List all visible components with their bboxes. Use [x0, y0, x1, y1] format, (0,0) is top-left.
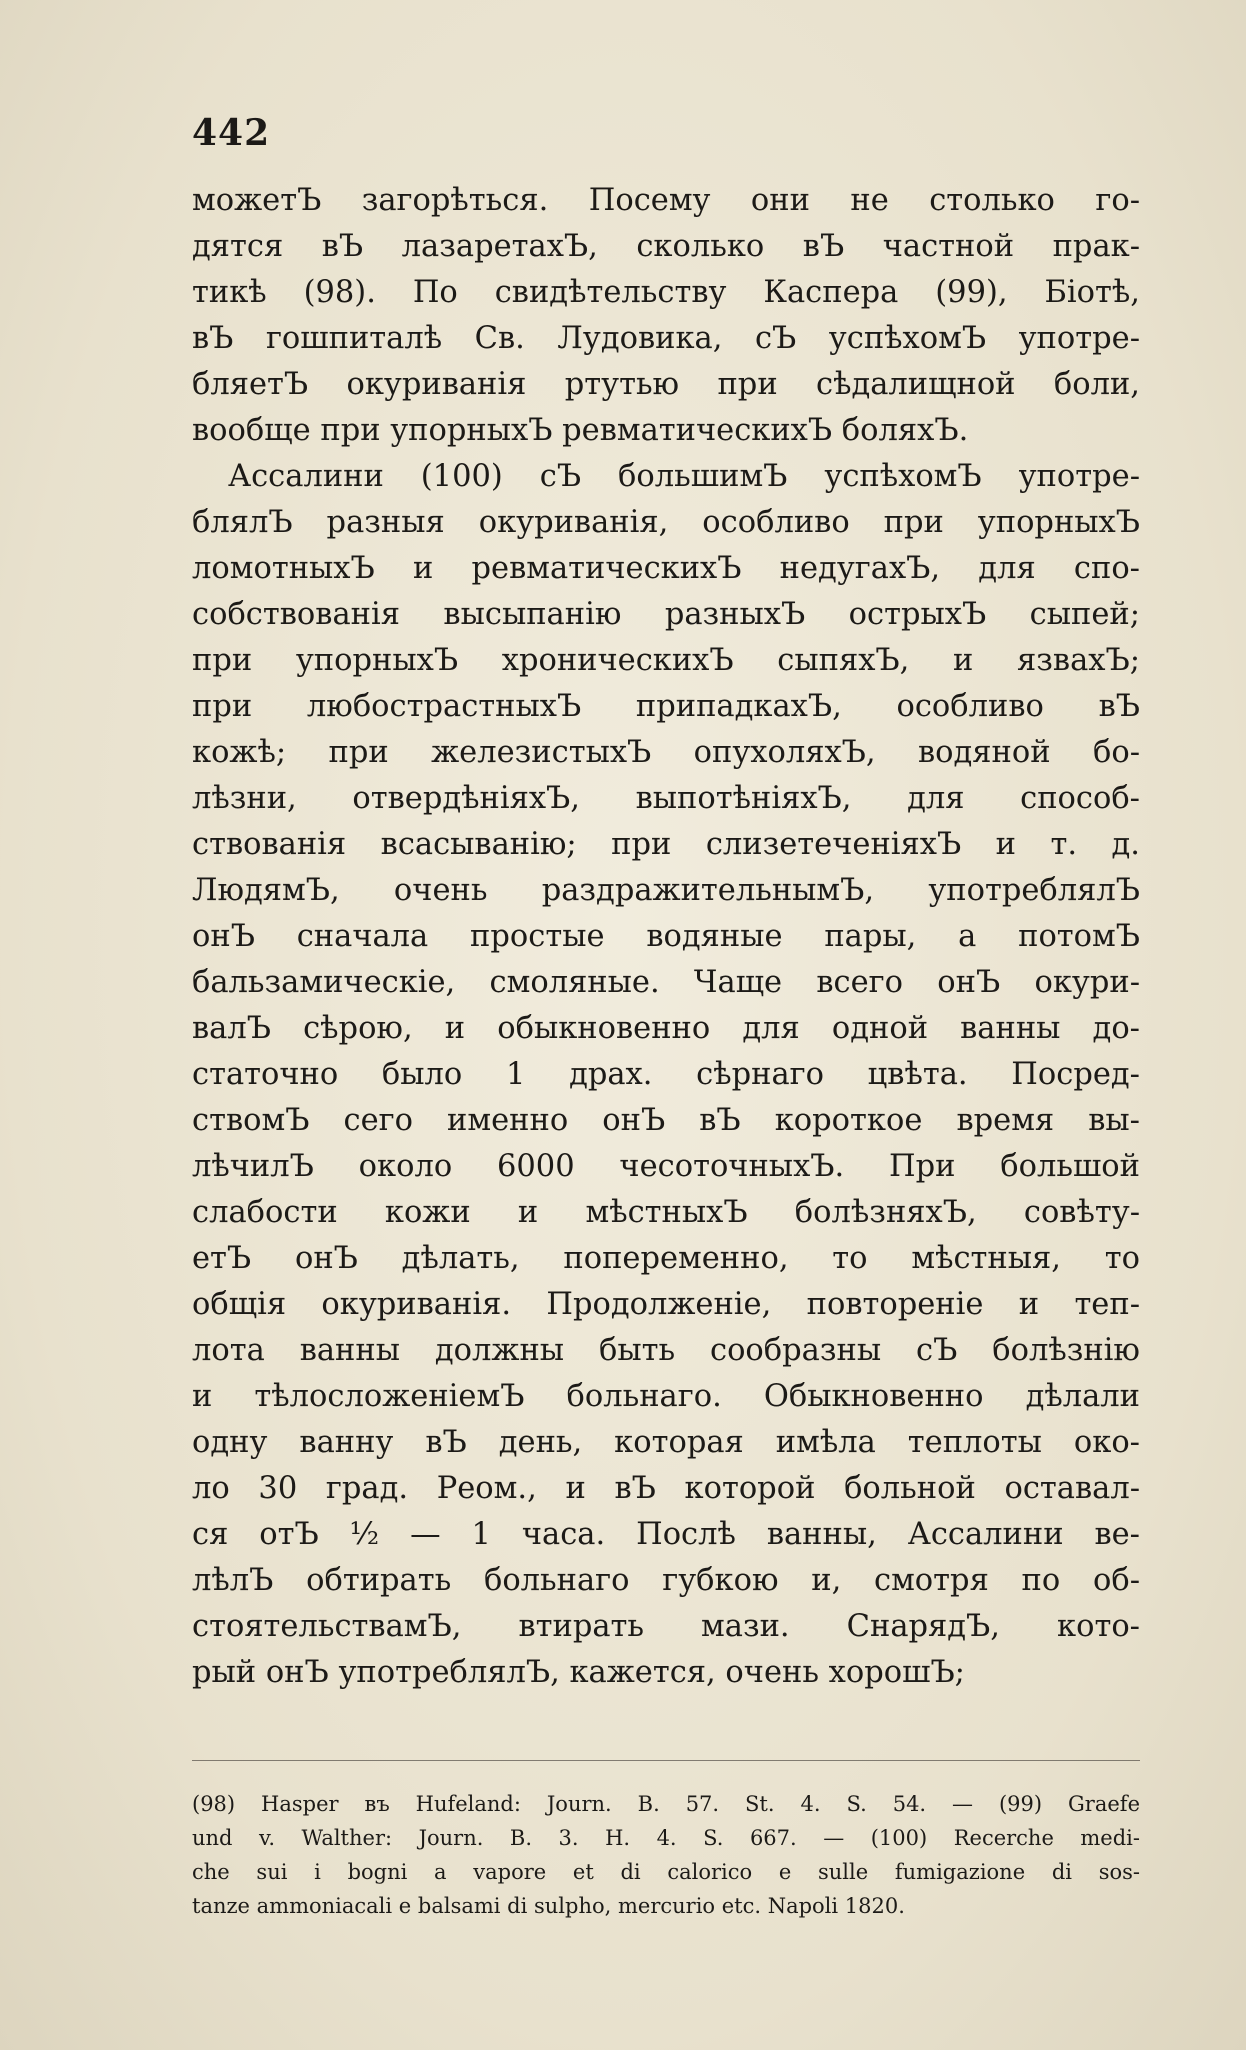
body-line: слабости кожи и мѣстныхЪ болѣзняхЪ, совѣту-	[192, 1195, 1140, 1230]
footnotes	[192, 1787, 1140, 1923]
body-line: и тѣлосложеніемЪ больнаго. Обыкновенно дѣлали	[192, 1379, 1140, 1414]
footnote-line: und v. Walther: Journ. B. 3. H. 4. S. 667. — (100) Recerche medi-	[192, 1826, 1140, 1850]
body-line: дятся вЪ лазаретахЪ, сколько вЪ частной прак-	[192, 229, 1140, 264]
body-line: вообще при упорныхЪ ревматическихЪ боляхЪ.	[192, 413, 969, 448]
body-line: рый онЪ употреблялЪ, кажется, очень хорошЪ;	[192, 1655, 965, 1690]
footnote-line: tanze ammoniacali e balsami di sulpho, mercurio etc. Napoli 1820.	[192, 1894, 905, 1918]
body-line: вЪ гошпиталѣ Св. Лудовика, сЪ успѣхомЪ употре-	[192, 321, 1140, 356]
body-line: ло 30 град. Реом., и вЪ которой больной оставал-	[192, 1471, 1140, 1506]
body-line: ломотныхЪ и ревматическихЪ недугахЪ, для спо-	[192, 551, 1140, 586]
body-line: Ассалини (100) сЪ большимЪ успѣхомЪ употре-	[228, 459, 1140, 494]
body-line: валЪ сѣрою, и обыкновенно для одной ванны до-	[192, 1011, 1140, 1046]
body-line: одну ванну вЪ день, которая имѣла теплоты око-	[192, 1425, 1140, 1460]
body-line: собствованія высыпанію разныхЪ острыхЪ сыпей;	[192, 597, 1140, 632]
body-line: лѣлЪ обтирать больнаго губкою и, смотря по об-	[192, 1563, 1140, 1598]
body-text	[192, 178, 1140, 1696]
body-line: ся отЪ ½ — 1 часа. Послѣ ванны, Ассалини ве-	[192, 1517, 1140, 1552]
body-line: стоятельствамЪ, втирать мази. СнарядЪ, кото-	[192, 1609, 1140, 1644]
body-line: блялЪ разныя окуриванія, особливо при упорныхЪ	[192, 505, 1140, 540]
body-line: ЛюдямЪ, очень раздражительнымЪ, употреблялЪ	[192, 873, 1140, 908]
body-line: бальзамическіе, смоляные. Чаще всего онЪ окури-	[192, 965, 1140, 1000]
body-line: ствованія всасыванію; при слизетеченіяхЪ и т. д.	[192, 827, 1140, 862]
body-line: общія окуриванія. Продолженіе, повтореніе и теп-	[192, 1287, 1140, 1322]
body-line: лѣчилЪ около 6000 чесоточныхЪ. При большой	[192, 1149, 1140, 1184]
body-line: лѣзни, отвердѣніяхЪ, выпотѣніяхЪ, для способ-	[192, 781, 1140, 816]
body-line: лота ванны должны быть сообразны сЪ болѣзнію	[192, 1333, 1140, 1368]
footnote-line: (98) Hasper въ Hufeland: Journ. B. 57. St. 4. S. 54. — (99) Graefe	[192, 1792, 1140, 1816]
body-line: онЪ сначала простые водяные пары, а потомЪ	[192, 919, 1140, 954]
page-number: 442	[192, 112, 271, 154]
body-line: етЪ онЪ дѣлать, попеременно, то мѣстныя, то	[192, 1241, 1140, 1276]
body-line: тикѣ (98). По свидѣтельству Каспера (99), Біотѣ,	[192, 275, 1140, 310]
body-line: ствомЪ сего именно онЪ вЪ короткое время вы-	[192, 1103, 1140, 1138]
footnote-divider	[192, 1760, 1140, 1761]
body-line: при упорныхЪ хроническихЪ сыпяхЪ, и язвахЪ;	[192, 643, 1140, 678]
footnote-line: che sui i bogni a vapore et di calorico e sulle fumigazione di sos-	[192, 1860, 1140, 1884]
body-line: при любострастныхЪ припадкахЪ, особливо вЪ	[192, 689, 1140, 724]
body-line: статочно было 1 драх. сѣрнаго цвѣта. Посред-	[192, 1057, 1140, 1092]
body-line: кожѣ; при железистыхЪ опухоляхЪ, водяной бо-	[192, 735, 1140, 770]
body-line: можетЪ загорѣться. Посему они не столько го-	[192, 183, 1140, 218]
body-line: бляетЪ окуриванія ртутью при сѣдалищной боли,	[192, 367, 1140, 402]
